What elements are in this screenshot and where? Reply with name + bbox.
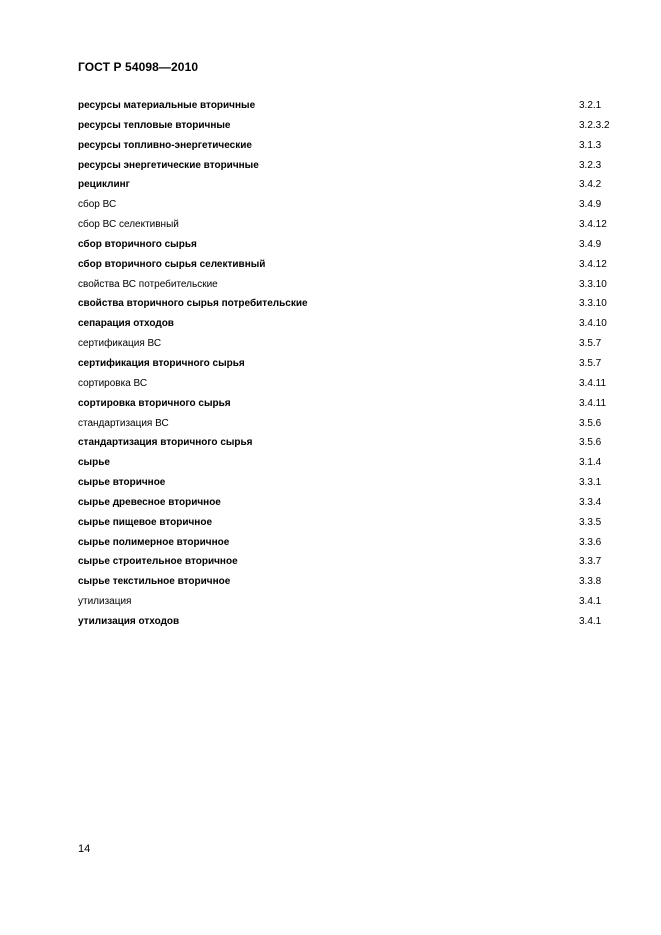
index-entry: [78, 533, 618, 553]
index-term: сертификация ВС: [78, 338, 162, 350]
index-term: сепарация отходов: [78, 318, 174, 330]
index-reference: 3.1.4: [579, 457, 602, 469]
index-term: сырье вторичное: [78, 477, 166, 489]
document-header: ГОСТ Р 54098—2010: [78, 60, 199, 74]
index-term: ресурсы тепловые вторичные: [78, 119, 231, 131]
index-term: свойства ВС потребительские: [78, 278, 218, 290]
index-entry: [78, 314, 618, 334]
index-reference: 3.2.1: [579, 100, 602, 111]
index-entry: [78, 612, 618, 632]
index-reference: 3.4.2: [579, 179, 602, 191]
index-term: сбор вторичного сырья: [78, 238, 197, 250]
index-term: утилизация: [78, 596, 132, 608]
index-entry: [78, 414, 618, 434]
index-reference: 3.3.10: [579, 298, 607, 310]
index-entry: [78, 136, 618, 156]
index-reference: 3.1.3: [579, 139, 602, 151]
index-term: стандартизация вторичного сырья: [78, 437, 253, 449]
index-entry: [78, 195, 618, 215]
index-term: ресурсы материальные вторичные: [78, 100, 256, 111]
index-term: свойства вторичного сырья потребительские: [78, 298, 308, 310]
index-reference: 3.5.7: [579, 357, 602, 369]
index-term: сортировка вторичного сырья: [78, 397, 231, 409]
index-term: сырье: [78, 457, 110, 469]
index-term: сырье строительное вторичное: [78, 556, 238, 568]
index-entry: [78, 572, 618, 592]
index-reference: 3.3.1: [579, 477, 602, 489]
index-entry: [78, 116, 618, 136]
index-reference: 3.3.8: [579, 576, 602, 588]
index-entry: [78, 394, 618, 414]
index-term: стандартизация ВС: [78, 417, 169, 429]
index-entry: [78, 453, 618, 473]
index-term: сырье древесное вторичное: [78, 496, 221, 508]
index-term: сбор ВС: [78, 199, 117, 211]
index-term: сбор вторичного сырья селективный: [78, 258, 266, 270]
index-term: сырье пищевое вторичное: [78, 516, 213, 528]
index-entry: [78, 175, 618, 195]
index-reference: 3.4.12: [579, 219, 607, 231]
index-entry: [78, 215, 618, 235]
index-entry: [78, 156, 618, 176]
index-entry: [78, 473, 618, 493]
index-reference: 3.4.1: [579, 615, 602, 627]
index-reference: 3.4.12: [579, 258, 607, 270]
index-reference: 3.3.7: [579, 556, 602, 568]
index-reference: 3.2.3.2: [579, 119, 610, 131]
index-term: утилизация отходов: [78, 615, 180, 627]
index-reference: 3.5.7: [579, 338, 602, 350]
index-reference: 3.5.6: [579, 417, 602, 429]
index-reference: 3.4.1: [579, 596, 602, 608]
index-reference: 3.2.3: [579, 159, 602, 171]
index-term: рециклинг: [78, 179, 130, 191]
index-entry: [78, 493, 618, 513]
page-number: 14: [78, 843, 91, 855]
index-entry: [78, 513, 618, 533]
index-term: сырье полимерное вторичное: [78, 536, 230, 548]
index-reference: 3.3.10: [579, 278, 607, 290]
index-reference: 3.3.5: [579, 516, 602, 528]
index-term: ресурсы энергетические вторичные: [78, 159, 259, 171]
index-reference: 3.4.11: [579, 397, 607, 409]
index-entry: [78, 552, 618, 572]
index-reference: 3.3.4: [579, 496, 602, 508]
index-entry: [78, 354, 618, 374]
index-reference: 3.4.9: [579, 238, 602, 250]
index-entry: [78, 255, 618, 275]
index-entry: [78, 433, 618, 453]
index-term: сортировка ВС: [78, 377, 148, 389]
index-entry: [78, 374, 618, 394]
index-reference: 3.4.11: [579, 377, 607, 389]
index-entry: [78, 592, 618, 612]
index-reference: 3.5.6: [579, 437, 602, 449]
term-index: [78, 96, 618, 632]
index-entry: [78, 294, 618, 314]
index-term: сертификация вторичного сырья: [78, 357, 245, 369]
index-term: сбор ВС селективный: [78, 219, 179, 231]
index-entry: [78, 235, 618, 255]
index-entry: [78, 334, 618, 354]
index-entry: [78, 275, 618, 295]
index-entry: [78, 96, 618, 116]
index-reference: 3.3.6: [579, 536, 602, 548]
index-term: сырье текстильное вторичное: [78, 576, 231, 588]
index-term: ресурсы топливно-энергетические: [78, 139, 252, 151]
index-reference: 3.4.9: [579, 199, 602, 211]
index-reference: 3.4.10: [579, 318, 607, 330]
